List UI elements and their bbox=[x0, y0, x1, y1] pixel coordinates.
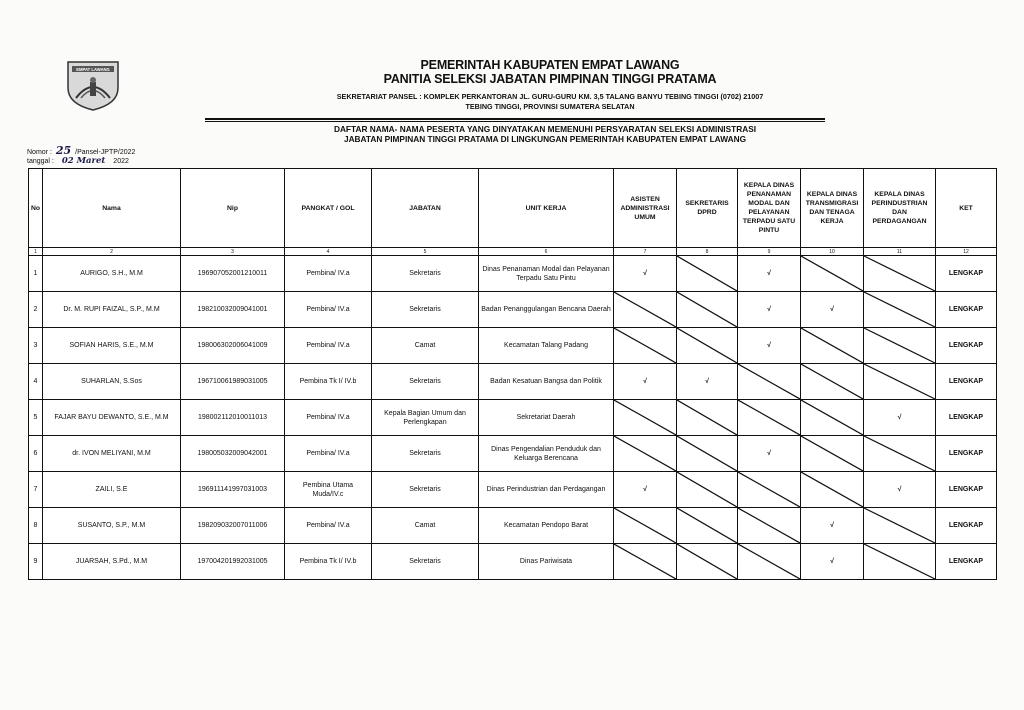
table-row bbox=[29, 328, 997, 364]
table-row bbox=[29, 292, 997, 328]
diagonal-strike bbox=[738, 508, 800, 543]
diagonal-strike bbox=[614, 328, 676, 363]
table-header-row bbox=[29, 169, 997, 248]
column-header-sekretaris-dprd: SEKRETARIS DPRD bbox=[677, 169, 738, 248]
choice-crossed-out bbox=[801, 472, 864, 508]
status-ket: LENGKAP bbox=[936, 364, 997, 400]
diagonal-strike bbox=[677, 472, 737, 507]
choice-check-mark: √ bbox=[738, 256, 801, 292]
row-number: 6 bbox=[29, 436, 43, 472]
diagonal-strike bbox=[677, 292, 737, 327]
choice-crossed-out bbox=[738, 508, 801, 544]
participant-name: SOFIAN HARIS, S.E., M.M bbox=[43, 328, 181, 364]
table-row bbox=[29, 472, 997, 508]
column-number: 4 bbox=[285, 248, 372, 256]
column-number: 9 bbox=[738, 248, 801, 256]
participant-nip: 198002112010011013 bbox=[181, 400, 285, 436]
status-ket: LENGKAP bbox=[936, 472, 997, 508]
choice-crossed-out bbox=[864, 292, 936, 328]
diagonal-strike bbox=[864, 508, 935, 543]
participant-name: ZAILI, S.E bbox=[43, 472, 181, 508]
column-header-no: No bbox=[29, 169, 43, 248]
diagonal-strike bbox=[738, 364, 800, 399]
participant-nip: 198005032009042001 bbox=[181, 436, 285, 472]
column-header-nip: Nip bbox=[181, 169, 285, 248]
row-number: 5 bbox=[29, 400, 43, 436]
column-number: 5 bbox=[372, 248, 479, 256]
column-header-ket: KET bbox=[936, 169, 997, 248]
participant-work-unit: Kecamatan Talang Padang bbox=[479, 328, 614, 364]
subject-line-1: DAFTAR NAMA- NAMA PESERTA YANG DINYATAKAN MEMENUHI PERSYARATAN SELEKSI ADMINISTRASI bbox=[333, 124, 757, 134]
participant-rank: Pembina/ IV.a bbox=[285, 328, 372, 364]
participant-work-unit: Badan Penanggulangan Bencana Daerah bbox=[479, 292, 614, 328]
letterhead-city: TEBING TINGGI, PROVINSI SUMATERA SELATAN bbox=[465, 102, 635, 111]
participant-nip: 196710061989031005 bbox=[181, 364, 285, 400]
table-row bbox=[29, 436, 997, 472]
choice-check-mark: √ bbox=[864, 472, 936, 508]
status-ket: LENGKAP bbox=[936, 436, 997, 472]
letterhead-government: PEMERINTAH KABUPATEN EMPAT LAWANG bbox=[420, 58, 680, 72]
participant-name: Dr. M. RUPI FAIZAL, S.P., M.M bbox=[43, 292, 181, 328]
choice-crossed-out bbox=[801, 364, 864, 400]
diagonal-strike bbox=[864, 364, 935, 399]
diagonal-strike bbox=[677, 436, 737, 471]
diagonal-strike bbox=[738, 472, 800, 507]
tanggal-year: 2022 bbox=[113, 158, 129, 165]
column-header-kadis-penanaman-modal: KEPALA DINAS PENANAMAN MODAL DAN PELAYANAN TERPADU SATU PINTU bbox=[738, 169, 801, 248]
choice-crossed-out bbox=[677, 472, 738, 508]
participant-nip: 198210032009041001 bbox=[181, 292, 285, 328]
participant-work-unit: Kecamatan Pendopo Barat bbox=[479, 508, 614, 544]
participant-nip: 196911141997031003 bbox=[181, 472, 285, 508]
row-number: 3 bbox=[29, 328, 43, 364]
table-row bbox=[29, 256, 997, 292]
column-header-kadis-perindustrian: KEPALA DINAS PERINDUSTRIAN DAN PERDAGANGAN bbox=[864, 169, 936, 248]
choice-crossed-out bbox=[738, 472, 801, 508]
participant-name: AURIGO, S.H., M.M bbox=[43, 256, 181, 292]
choice-crossed-out bbox=[614, 400, 677, 436]
column-header-nama: Nama bbox=[43, 169, 181, 248]
column-header-jabatan: JABATAN bbox=[372, 169, 479, 248]
diagonal-strike bbox=[864, 292, 935, 327]
status-ket: LENGKAP bbox=[936, 544, 997, 580]
participant-rank: Pembina/ IV.a bbox=[285, 400, 372, 436]
diagonal-strike bbox=[801, 364, 863, 399]
table-body bbox=[29, 256, 997, 580]
row-number: 2 bbox=[29, 292, 43, 328]
participant-nip: 197004201992031005 bbox=[181, 544, 285, 580]
participant-position: Camat bbox=[372, 508, 479, 544]
participant-nip: 196907052001210011 bbox=[181, 256, 285, 292]
diagonal-strike bbox=[864, 544, 935, 579]
participant-rank: Pembina Tk I/ IV.b bbox=[285, 364, 372, 400]
letterhead-committee: PANITIA SELEKSI JABATAN PIMPINAN TINGGI PRATAMA bbox=[383, 72, 717, 86]
column-number: 7 bbox=[614, 248, 677, 256]
diagonal-strike bbox=[801, 436, 863, 471]
letterhead bbox=[150, 58, 950, 112]
choice-crossed-out bbox=[801, 328, 864, 364]
status-ket: LENGKAP bbox=[936, 328, 997, 364]
choice-crossed-out bbox=[738, 364, 801, 400]
participant-nip: 198209032007011006 bbox=[181, 508, 285, 544]
column-number: 1 bbox=[29, 248, 43, 256]
column-header-kadis-transmigrasi: KEPALA DINAS TRANSMIGRASI DAN TENAGA KERJA bbox=[801, 169, 864, 248]
choice-crossed-out bbox=[864, 508, 936, 544]
table-row bbox=[29, 544, 997, 580]
diagonal-strike bbox=[801, 256, 863, 291]
choice-crossed-out bbox=[738, 400, 801, 436]
participant-work-unit: Dinas Pariwisata bbox=[479, 544, 614, 580]
choice-check-mark: √ bbox=[864, 400, 936, 436]
participant-work-unit: Badan Kesatuan Bangsa dan Politik bbox=[479, 364, 614, 400]
choice-crossed-out bbox=[677, 508, 738, 544]
row-number: 1 bbox=[29, 256, 43, 292]
column-header-unit-kerja: UNIT KERJA bbox=[479, 169, 614, 248]
subject-line-2: JABATAN PIMPINAN TINGGI PRATAMA DI LINGKUNGAN PEMERINTAH KABUPATEN EMPAT LAWANG bbox=[343, 134, 747, 144]
choice-check-mark: √ bbox=[801, 544, 864, 580]
column-number: 12 bbox=[936, 248, 997, 256]
diagonal-strike bbox=[801, 472, 863, 507]
status-ket: LENGKAP bbox=[936, 400, 997, 436]
kabupaten-logo bbox=[64, 58, 122, 112]
tanggal-label: tanggal : bbox=[27, 158, 54, 165]
participant-name: JUARSAH, S.Pd., M.M bbox=[43, 544, 181, 580]
nomor-label: Nomor : bbox=[27, 149, 52, 156]
choice-check-mark: √ bbox=[614, 472, 677, 508]
table-column-number-row bbox=[29, 248, 997, 256]
nomor-handwritten: 25 bbox=[55, 144, 72, 157]
participant-position: Kepala Bagian Umum dan Perlengkapan bbox=[372, 400, 479, 436]
diagonal-strike bbox=[614, 292, 676, 327]
choice-crossed-out bbox=[801, 256, 864, 292]
choice-crossed-out bbox=[801, 436, 864, 472]
table-row bbox=[29, 508, 997, 544]
choice-crossed-out bbox=[614, 436, 677, 472]
choice-crossed-out bbox=[677, 400, 738, 436]
document-number-block bbox=[27, 146, 135, 166]
status-ket: LENGKAP bbox=[936, 292, 997, 328]
choice-crossed-out bbox=[864, 256, 936, 292]
diagonal-strike bbox=[677, 508, 737, 543]
row-number: 9 bbox=[29, 544, 43, 580]
participant-name: FAJAR BAYU DEWANTO, S.E., M.M bbox=[43, 400, 181, 436]
choice-crossed-out bbox=[677, 544, 738, 580]
participant-position: Sekretaris bbox=[372, 544, 479, 580]
participant-position: Sekretaris bbox=[372, 472, 479, 508]
participant-rank: Pembina/ IV.a bbox=[285, 436, 372, 472]
diagonal-strike bbox=[864, 256, 935, 291]
tanggal-handwritten: 02 Maret bbox=[61, 156, 106, 166]
choice-check-mark: √ bbox=[738, 328, 801, 364]
choice-crossed-out bbox=[864, 544, 936, 580]
choice-check-mark: √ bbox=[677, 364, 738, 400]
choice-check-mark: √ bbox=[738, 436, 801, 472]
letterhead-rule-thin bbox=[205, 121, 825, 122]
participant-nip: 198006302006041009 bbox=[181, 328, 285, 364]
choice-crossed-out bbox=[738, 544, 801, 580]
diagonal-strike bbox=[677, 544, 737, 579]
choice-check-mark: √ bbox=[801, 508, 864, 544]
participant-work-unit: Dinas Penanaman Modal dan Pelayanan Terpadu Satu Pintu bbox=[479, 256, 614, 292]
participant-position: Sekretaris bbox=[372, 364, 479, 400]
column-header-asisten-administrasi: ASISTEN ADMINISTRASI UMUM bbox=[614, 169, 677, 248]
choice-crossed-out bbox=[677, 436, 738, 472]
choice-crossed-out bbox=[677, 328, 738, 364]
status-ket: LENGKAP bbox=[936, 256, 997, 292]
participant-rank: Pembina/ IV.a bbox=[285, 256, 372, 292]
participant-rank: Pembina Tk I/ IV.b bbox=[285, 544, 372, 580]
choice-crossed-out bbox=[614, 328, 677, 364]
choice-crossed-out bbox=[677, 292, 738, 328]
choice-crossed-out bbox=[864, 328, 936, 364]
choice-crossed-out bbox=[614, 544, 677, 580]
column-number: 6 bbox=[479, 248, 614, 256]
column-number: 2 bbox=[43, 248, 181, 256]
choice-check-mark: √ bbox=[614, 256, 677, 292]
choice-crossed-out bbox=[864, 436, 936, 472]
diagonal-strike bbox=[864, 436, 935, 471]
table-row bbox=[29, 400, 997, 436]
column-number: 3 bbox=[181, 248, 285, 256]
choice-crossed-out bbox=[677, 256, 738, 292]
column-number: 8 bbox=[677, 248, 738, 256]
status-ket: LENGKAP bbox=[936, 508, 997, 544]
row-number: 7 bbox=[29, 472, 43, 508]
diagonal-strike bbox=[614, 400, 676, 435]
participant-position: Sekretaris bbox=[372, 292, 479, 328]
choice-crossed-out bbox=[864, 364, 936, 400]
column-header-pangkat: PANGKAT / GOL bbox=[285, 169, 372, 248]
diagonal-strike bbox=[614, 508, 676, 543]
diagonal-strike bbox=[801, 328, 863, 363]
logo-text: EMPAT LAWANG bbox=[76, 67, 110, 72]
participant-position: Sekretaris bbox=[372, 436, 479, 472]
diagonal-strike bbox=[801, 400, 863, 435]
participant-position: Camat bbox=[372, 328, 479, 364]
participant-work-unit: Dinas Perindustrian dan Perdagangan bbox=[479, 472, 614, 508]
participant-name: dr. IVON MELIYANI, M.M bbox=[43, 436, 181, 472]
row-number: 4 bbox=[29, 364, 43, 400]
choice-check-mark: √ bbox=[614, 364, 677, 400]
diagonal-strike bbox=[614, 544, 676, 579]
choice-crossed-out bbox=[614, 292, 677, 328]
participant-name: SUHARLAN, S.Sos bbox=[43, 364, 181, 400]
diagonal-strike bbox=[677, 400, 737, 435]
participant-position: Sekretaris bbox=[372, 256, 479, 292]
participant-work-unit: Sekretariat Daerah bbox=[479, 400, 614, 436]
diagonal-strike bbox=[738, 400, 800, 435]
participant-work-unit: Dinas Pengendalian Penduduk dan Keluarga Berencana bbox=[479, 436, 614, 472]
participant-rank: Pembina/ IV.a bbox=[285, 292, 372, 328]
diagonal-strike bbox=[738, 544, 800, 579]
choice-check-mark: √ bbox=[738, 292, 801, 328]
participant-rank: Pembina/ IV.a bbox=[285, 508, 372, 544]
diagonal-strike bbox=[677, 256, 737, 291]
choice-crossed-out bbox=[614, 508, 677, 544]
diagonal-strike bbox=[864, 328, 935, 363]
participant-name: SUSANTO, S.P., M.M bbox=[43, 508, 181, 544]
row-number: 8 bbox=[29, 508, 43, 544]
document-subject bbox=[150, 124, 940, 144]
column-number: 10 bbox=[801, 248, 864, 256]
choice-check-mark: √ bbox=[801, 292, 864, 328]
diagonal-strike bbox=[614, 436, 676, 471]
participants-table bbox=[28, 168, 997, 580]
nomor-suffix: /Pansel-JPTP/2022 bbox=[75, 149, 136, 156]
participant-rank: Pembina Utama Muda/IV.c bbox=[285, 472, 372, 508]
choice-crossed-out bbox=[801, 400, 864, 436]
column-number: 11 bbox=[864, 248, 936, 256]
letterhead-address: SEKRETARIAT PANSEL : KOMPLEK PERKANTORAN JL. GURU-GURU KM. 3,5 TALANG BANYU TEBING TINGGI (0702) 21007 bbox=[336, 92, 764, 101]
letterhead-rule-thick bbox=[205, 118, 825, 120]
diagonal-strike bbox=[677, 328, 737, 363]
table-row bbox=[29, 364, 997, 400]
